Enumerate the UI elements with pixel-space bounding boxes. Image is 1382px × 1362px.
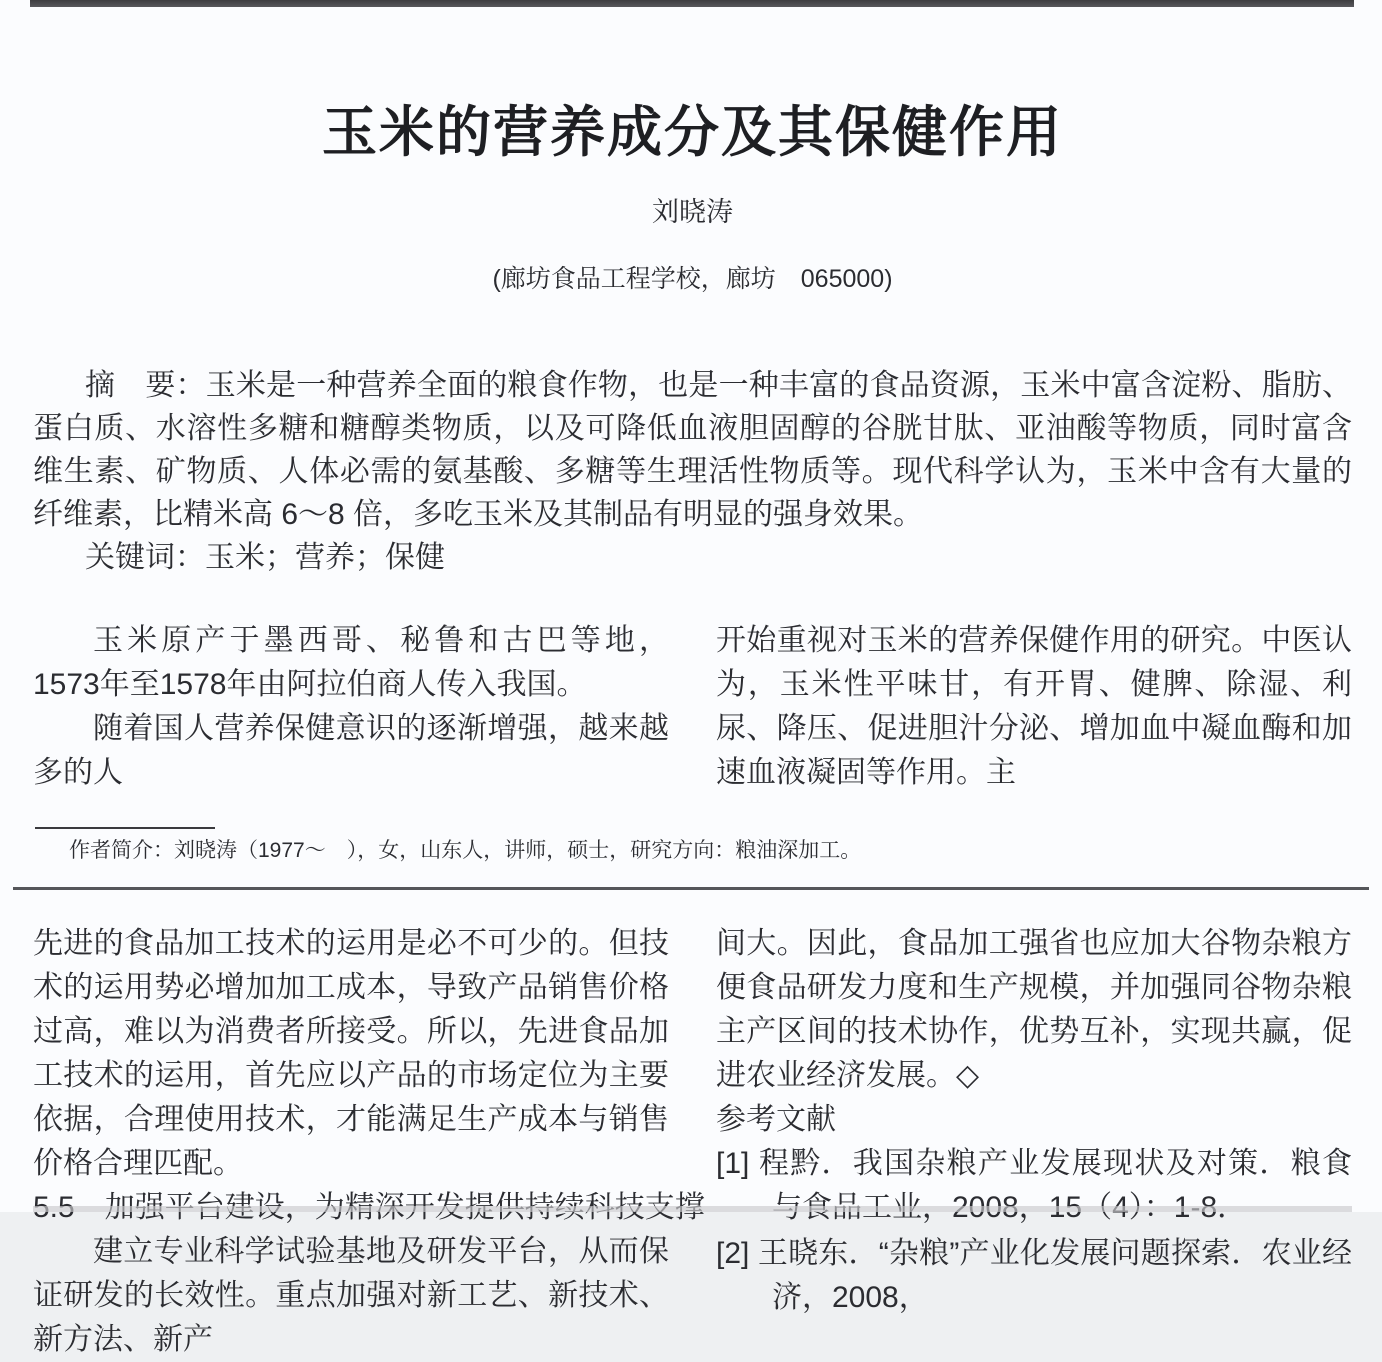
- footnote-divider: [35, 827, 215, 829]
- author-name: 刘晓涛: [652, 197, 733, 227]
- abstract-text: 玉米是一种营养全面的粮食作物，也是一种丰富的食品资源，玉米中富含淀粉、脂肪、蛋白质、水溶性多糖和糖醇类物质，以及可降低血液胆固醇的谷胱甘肽、亚油酸等物质，同时富含维生素、矿物质、人体必需的氨基酸、多糖等生理活性物质等。现代科学认为，玉米中含有大量的纤维素，比精米高 6～8 倍，多吃玉米及其制品有明显的强身效果。: [33, 369, 1353, 531]
- affiliation: (廊坊食品工程学校，廊坊 065000): [492, 265, 893, 293]
- page-divider: [13, 887, 1369, 890]
- reference-item: [2] 王晓东．“杂粮”产业化发展问题探索．农业经济，2008，: [716, 1237, 1352, 1314]
- body-right-column: [716, 922, 1352, 1362]
- intro-left-column: [33, 619, 669, 795]
- paragraph: 玉米原产于墨西哥、秘鲁和古巴等地，1573年至1578年由阿拉伯商人传入我国。: [33, 624, 669, 701]
- paragraph: 随着国人营养保健意识的逐渐增强，越来越多的人: [33, 712, 669, 789]
- body-left-column: [33, 922, 669, 1362]
- intro-right-column: [716, 619, 1352, 795]
- paragraph: 间大。因此，食品加工强省也应加大谷物杂粮方便食品研发力度和生产规模，并加强同谷物杂粮主产区间的技术协作，优势互补，实现共赢，促进农业经济发展。◇: [716, 927, 1352, 1092]
- abstract-block: [33, 364, 1352, 579]
- keywords-text: 玉米；营养；保健: [205, 541, 445, 574]
- intro-columns: [33, 619, 1352, 795]
- abstract-label: 摘 要：: [85, 369, 206, 402]
- article-title: 玉米的营养成分及其保健作用: [321, 101, 1063, 163]
- abstract-paragraph: [33, 364, 1352, 536]
- reference-item: [1] 程黔．我国杂粮产业发展现状及对策．粮食: [716, 1147, 1352, 1180]
- footnote-text: 作者简介：刘晓涛（1977～ ），女，山东人，讲师，硕士，研究方向：粮油深加工。: [69, 839, 862, 862]
- paragraph: 先进的食品加工技术的运用是必不可少的。但技术的运用势必增加加工成本，导致产品销售价格过高，难以为消费者所接受。所以，先进食品加工技术的运用，首先应以产品的市场定位为主要依据，合理使用技术，才能满足生产成本与销售价格合理匹配。: [33, 927, 669, 1180]
- paragraph: 开始重视对玉米的营养保健作用的研究。中医认为，玉米性平味甘，有开胃、健脾、除湿、利尿、降压、促进胆汁分泌、增加血中凝血酶和加速血液凝固等作用。主: [716, 624, 1352, 789]
- scan-edge-bar: [30, 0, 1354, 7]
- paragraph: 建立专业科学试验基地及研发平台，从而保证研发的长效性。重点加强对新工艺、新技术、新方法、新产: [33, 1235, 669, 1356]
- keywords-label: 关键词：: [85, 541, 205, 574]
- body-columns: [33, 922, 1352, 1362]
- clipped-text-strip: [33, 1206, 1352, 1212]
- keywords-line: [33, 536, 1352, 579]
- references-title: 参考文献: [716, 1103, 836, 1136]
